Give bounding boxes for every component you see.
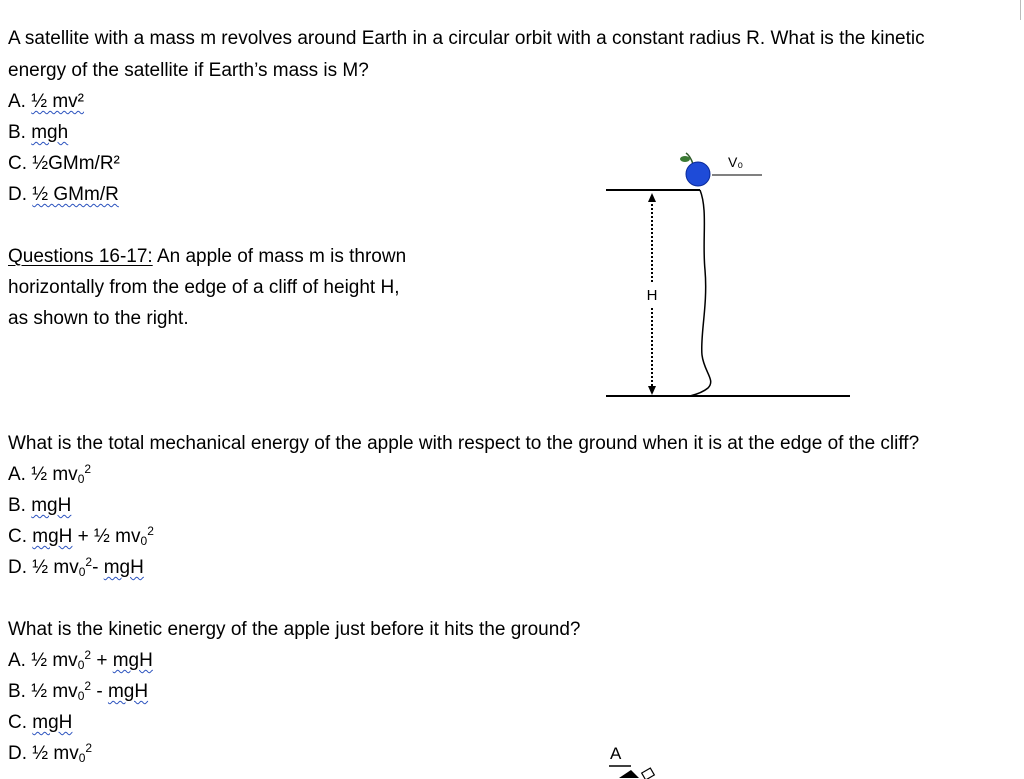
q15-prompt-line2: energy of the satellite if Earth’s mass is M?	[8, 60, 369, 81]
bottom-figure-label: A	[610, 744, 622, 763]
q16-option-d: D. ½ $mv_0^2-$ mgH	[8, 555, 144, 579]
cliff-face	[690, 190, 711, 396]
q15-option-d: D. ½ GMm/R	[8, 184, 119, 205]
q16-17-intro-line1: Questions 16-17: An apple of mass m is thrown	[8, 246, 407, 267]
height-arrow-head-top	[648, 193, 656, 202]
q15-option-c: C. ½GMm/R²	[8, 153, 120, 174]
q15-option-b: B. mgh	[8, 122, 69, 143]
q16-17-intro-line3: as shown to the right.	[8, 308, 189, 329]
page-edge	[1020, 0, 1021, 20]
q16-prompt: What is the total mechanical energy of the apple with respect to the ground when it is at the edge of the cliff?	[8, 433, 920, 454]
q16-17-intro-line2: horizontally from the edge of a cliff of height H,	[8, 277, 400, 298]
q15-option-a: A. ½ mv²	[8, 91, 85, 112]
velocity-label: V₀	[728, 154, 744, 170]
q16-option-c: C. mgH + ½ $mv_0^2$	[8, 524, 154, 548]
bottom-figure-shape	[605, 744, 665, 779]
apple	[686, 162, 710, 186]
apple-leaf	[680, 156, 690, 162]
height-label: H	[646, 287, 658, 304]
q17-prompt: What is the kinetic energy of the apple just before it hits the ground?	[8, 619, 581, 640]
cliff-diagram	[590, 140, 860, 405]
q17-option-a: A. ½ $mv_0^2$ + mgH	[8, 648, 153, 672]
height-arrow-head-bottom	[648, 386, 656, 395]
q15-prompt-line1: A satellite with a mass m revolves around Earth in a circular orbit with a constant radius R. What is the kinetic	[8, 28, 925, 49]
q16-17-heading: Questions 16-17:	[8, 246, 153, 267]
q16-option-b: B. mgH	[8, 495, 72, 516]
q17-option-b: B. ½ $mv_0^2$ - mgH	[8, 679, 149, 703]
q16-option-a: A. ½ $mv_0^2$	[8, 462, 92, 486]
q17-option-c: C. mgH	[8, 712, 73, 733]
q17-option-d: D. ½ $mv_0^2$	[8, 741, 93, 765]
